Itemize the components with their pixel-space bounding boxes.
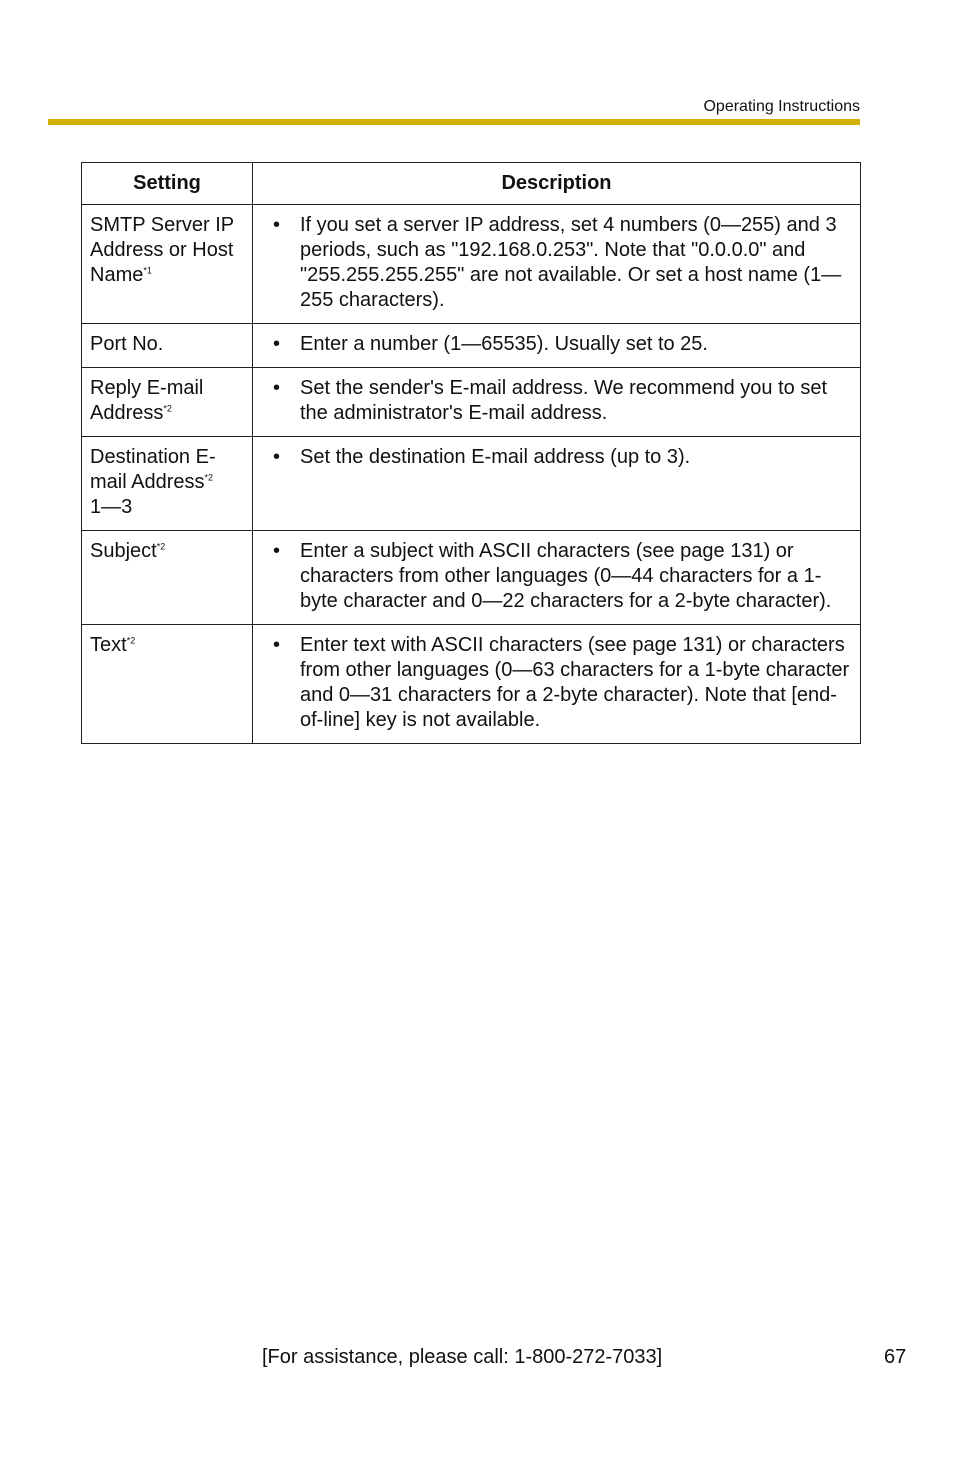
assistance-footer: [For assistance, please call: 1-800-272-7033] — [262, 1346, 663, 1368]
column-header-setting: Setting — [82, 163, 253, 205]
table-row — [82, 437, 861, 531]
table-header-row — [82, 163, 861, 205]
description-cell — [253, 437, 861, 531]
description-cell — [253, 625, 861, 744]
table-row — [82, 625, 861, 744]
table-row — [82, 531, 861, 625]
footnote-ref: *2 — [163, 403, 172, 414]
setting-cell — [82, 437, 253, 531]
setting-range: 1—3 — [90, 496, 133, 518]
table-row — [82, 205, 861, 324]
bullet-icon: • — [272, 214, 280, 236]
description-text: If you set a server IP address, set 4 numbers (0—255) and 3 periods, such as "192.168.0.253". Note that "0.0.0.0" and "255.255.255.255" are not available. Or set a host name (1—255 characters). — [300, 214, 842, 311]
bullet-icon: • — [272, 446, 280, 468]
table-row — [82, 368, 861, 437]
table-row — [82, 324, 861, 368]
description-text: Set the destination E-mail address (up to 3). — [300, 446, 691, 468]
setting-cell — [82, 368, 253, 437]
bullet-icon: • — [272, 634, 280, 656]
description-cell — [253, 531, 861, 625]
setting-name: Destination E-mail Address — [90, 446, 216, 493]
settings-table — [81, 162, 861, 744]
description-text: Set the sender's E-mail address. We recommend you to set the administrator's E-mail address. — [300, 377, 828, 424]
footnote-ref: *2 — [204, 472, 214, 483]
header-rule — [48, 119, 860, 125]
running-header: Operating Instructions — [703, 98, 860, 115]
setting-cell — [82, 625, 253, 744]
description-cell — [253, 368, 861, 437]
description-cell — [253, 205, 861, 324]
column-header-description: Description — [253, 163, 861, 205]
description-text: Enter text with ASCII characters (see page 131) or characters from other languages (0—63 characters for a 1-byte character and 0—31 characters for a 2-byte character). Note that [end-of-line] key is not available. — [300, 634, 850, 731]
setting-name: Port No. — [90, 333, 164, 355]
setting-name: Text — [90, 634, 127, 656]
bullet-icon: • — [272, 540, 280, 562]
footnote-ref: *2 — [156, 541, 166, 552]
setting-name: Reply E-mail Address — [90, 377, 204, 424]
setting-name: Subject — [90, 540, 157, 562]
description-text: Enter a number (1—65535). Usually set to 25. — [300, 333, 708, 355]
footnote-ref: *1 — [143, 265, 152, 276]
description-cell — [253, 324, 861, 368]
setting-cell — [82, 531, 253, 625]
page-number: 67 — [884, 1346, 907, 1368]
setting-cell — [82, 205, 253, 324]
description-text: Enter a subject with ASCII characters (see page 131) or characters from other languages (0—44 characters for a 1-byte character and 0—22 characters for a 2-byte character). — [300, 540, 832, 612]
bullet-icon: • — [272, 377, 280, 399]
setting-name: SMTP Server IP Address or Host Name — [90, 214, 234, 286]
bullet-icon: • — [272, 333, 280, 355]
setting-cell — [82, 324, 253, 368]
footnote-ref: *2 — [126, 635, 136, 646]
